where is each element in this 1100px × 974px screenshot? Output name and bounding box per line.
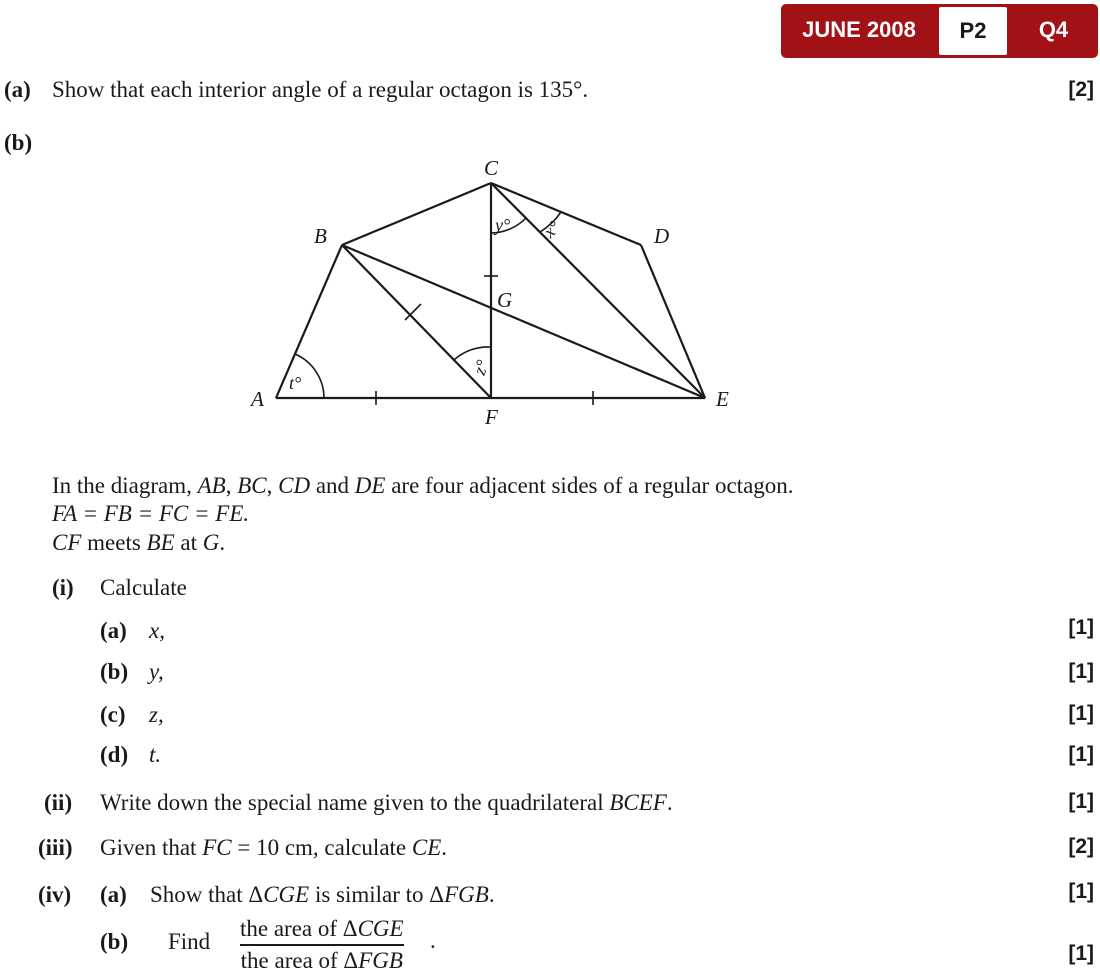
- question-number: Q4: [1038, 17, 1069, 42]
- part-ii-punct: .: [666, 790, 673, 815]
- quadrilateral-name: BCEF: [609, 790, 667, 815]
- part-iii-prompt-mid: = 10 cm, calculate: [231, 835, 412, 860]
- octagon-diagram: [0, 0, 1100, 460]
- description-text: .: [219, 530, 226, 555]
- part-i-c-label: (c): [100, 702, 126, 727]
- part-a-marks: [2]: [1068, 78, 1094, 101]
- denominator-triangle: FGB: [358, 947, 403, 973]
- description-line-2: FA = FB = FC = FE.: [52, 501, 250, 526]
- part-iv-b-find: Find: [168, 929, 211, 954]
- description-text: In the diagram,: [52, 473, 198, 498]
- segment-fb: [342, 245, 491, 398]
- part-i-b-label: (b): [100, 659, 129, 684]
- part-b-label: (b): [4, 130, 33, 155]
- part-iv-a-marks: [1]: [1068, 880, 1094, 903]
- part-iv-label: (iv): [38, 882, 72, 907]
- part-iv-a-prompt: Show that Δ: [150, 882, 264, 907]
- label-point-f: F: [485, 405, 498, 429]
- label-point-a: A: [251, 387, 264, 411]
- part-iii-label: (iii): [38, 835, 73, 860]
- part-i-b-var: y,: [149, 659, 164, 684]
- paper-number: P2: [939, 7, 1007, 55]
- segment-ab: [276, 245, 342, 398]
- numerator-text: the area of Δ: [240, 916, 358, 941]
- part-a-text: Show that each interior angle of a regular octagon is 135°.: [52, 77, 589, 102]
- part-iv-b-punct: .: [430, 928, 436, 953]
- segment-name-ce: CE: [411, 835, 442, 860]
- label-angle-z: z°: [469, 357, 493, 378]
- segment-name-fc: FC: [202, 835, 232, 860]
- area-ratio-fraction: [240, 916, 404, 974]
- denominator-text: the area of Δ: [240, 947, 359, 973]
- triangle-name-cge: CGE: [263, 882, 310, 907]
- label-point-d: D: [654, 224, 670, 248]
- exam-date: JUNE 2008: [802, 17, 916, 42]
- description-text: are four adjacent sides of a regular octagon.: [385, 473, 794, 498]
- label-point-e: E: [716, 387, 729, 411]
- segment-bc: [342, 183, 491, 245]
- part-i-d-var: t.: [149, 742, 162, 767]
- segment-name-cf: CF: [52, 530, 82, 555]
- side-cd: CD: [278, 473, 311, 498]
- description-text: at: [174, 530, 203, 555]
- description-text: and: [310, 473, 355, 498]
- part-i-c-var: z,: [149, 702, 164, 727]
- part-i-b-marks: [1]: [1068, 660, 1094, 683]
- part-i-c-marks: [1]: [1068, 702, 1094, 725]
- part-iii-punct: .: [441, 835, 448, 860]
- fraction-bar: [240, 944, 404, 946]
- label-angle-t: t°: [289, 373, 302, 393]
- part-ii-label: (ii): [44, 790, 73, 815]
- part-i-d-label: (d): [100, 742, 129, 767]
- segment-cd: [491, 183, 641, 245]
- part-ii-text: [100, 790, 673, 816]
- label-point-g: G: [497, 288, 513, 312]
- part-i-a-var: x,: [149, 618, 165, 643]
- part-i-label: (i): [52, 575, 74, 600]
- part-a-label: (a): [4, 77, 31, 102]
- label-point-c: C: [484, 156, 499, 180]
- part-iv-b-marks: [1]: [1068, 942, 1094, 965]
- label-angle-y: y°: [495, 215, 511, 235]
- part-i-text: Calculate: [100, 575, 187, 600]
- part-iv-b-label: (b): [100, 929, 129, 954]
- part-i-d-marks: [1]: [1068, 743, 1094, 766]
- point-name-g: G: [202, 530, 220, 555]
- segment-ce: [491, 183, 705, 398]
- part-iv-a-label: (a): [100, 882, 127, 907]
- part-iii-text: [100, 835, 447, 861]
- part-iv-a-punct: .: [488, 882, 495, 907]
- part-ii-marks: [1]: [1068, 790, 1094, 813]
- description-line-1: [52, 473, 794, 499]
- side-ab: AB: [197, 473, 226, 498]
- part-iii-prompt: Given that: [100, 835, 203, 860]
- part-i-a-label: (a): [100, 618, 127, 643]
- side-de: DE: [354, 473, 386, 498]
- part-iii-marks: [2]: [1068, 835, 1094, 858]
- fraction-numerator: [240, 916, 404, 942]
- triangle-name-fgb: FGB: [444, 882, 489, 907]
- description-text: meets: [81, 530, 147, 555]
- description-line-3: [52, 530, 225, 556]
- label-angle-x: x°: [539, 216, 565, 242]
- label-point-b: B: [314, 224, 327, 248]
- part-i-a-marks: [1]: [1068, 616, 1094, 639]
- part-iv-a-text: [150, 882, 495, 908]
- segment-name-be: BE: [146, 530, 175, 555]
- side-bc: BC: [237, 473, 267, 498]
- fraction-denominator: [240, 948, 404, 974]
- angle-arc-z: [454, 347, 491, 360]
- part-ii-prompt: Write down the special name given to the quadrilateral: [100, 790, 610, 815]
- description-text: ,: [266, 473, 279, 498]
- numerator-triangle: CGE: [357, 916, 404, 941]
- description-text: ,: [225, 473, 238, 498]
- part-iv-a-prompt-mid: is similar to Δ: [309, 882, 445, 907]
